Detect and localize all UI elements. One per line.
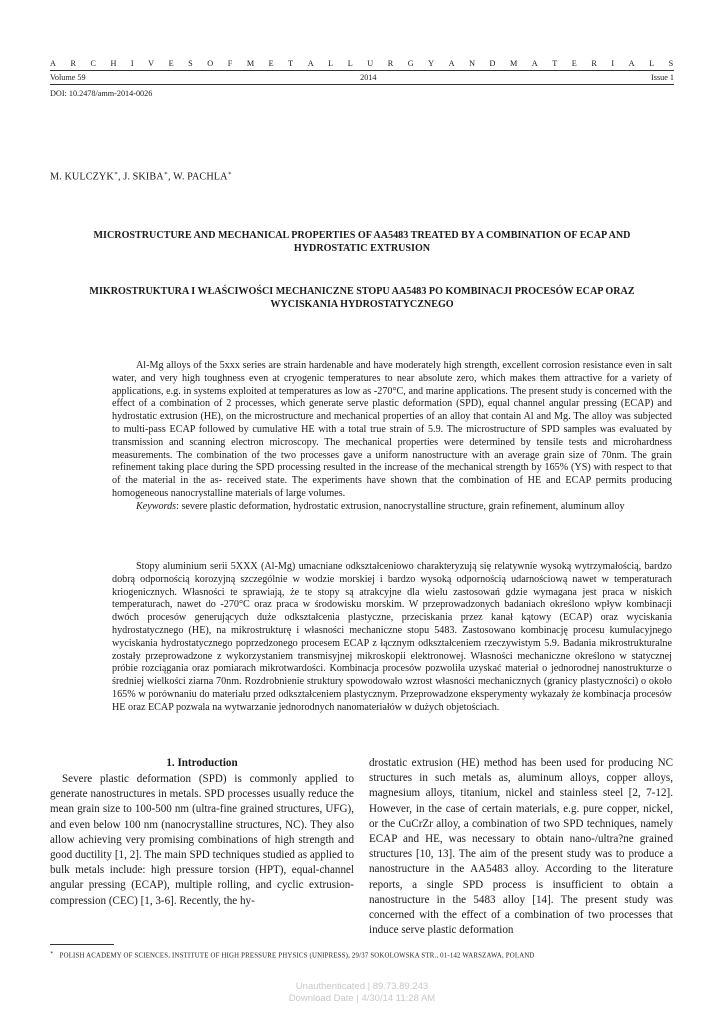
journal-letter: F — [227, 59, 233, 68]
footnote-text: POLISH ACADEMY OF SCIENCES, INSTITUTE OF HIGH PRESSURE PHYSICS (UNIPRESS), 29/37 SOKOLOWSKA STR., 01-142 WARSZAWA, POLAND — [59, 952, 535, 960]
journal-letter: S — [188, 59, 194, 68]
intro-paragraph-right: drostatic extrusion (HE) method has been used for producing NC structures in such metals as, aluminum alloys, copper alloys, magnesium alloys, titanium, nickel and stainless steel [2, 7-12]. However, in the case of certain materials, e.g. pure copper, nickel, or the CuCrZr alloy, a combination of two SPD techniques, namely ECAP and HE, was necessary to obtain nano-/ultra?ne grained structures [10, 13]. The aim of the present study was to produce a nanostructure in the AA5483 alloy. According to the literature reports, a single SPD process is insufficient to obtain a nanostructure in the 5483 alloy [14]. The present study was concerned with the effect of a combination of two processes that induce serve plastic deformation — [369, 757, 673, 937]
journal-letter: A — [307, 59, 315, 68]
journal-letter: H — [110, 59, 117, 68]
title-english-line2: HYDROSTATIC EXTRUSION — [293, 242, 431, 254]
title-polish-line1: MIKROSTRUKTURA I WŁAŚCIWOŚCI MECHANICZNE STOPU AA5483 PO KOMBINACJI PROCESÓW ECAP ORAZ — [89, 286, 635, 297]
affiliation-mark: ∗ — [163, 171, 168, 177]
journal-letter: C — [90, 59, 97, 68]
doi: DOI: 10.2478/amm-2014-0026 — [50, 89, 153, 98]
author-separator: , — [167, 171, 174, 183]
footnote-affiliation — [50, 950, 535, 959]
journal-letter: A — [628, 59, 636, 68]
watermark-download-date: Download Date | 4/30/14 11:28 AM — [288, 993, 436, 1004]
body-column-left — [50, 772, 354, 909]
body-column-right — [369, 756, 673, 938]
abstract-polish — [112, 561, 672, 715]
authors — [50, 170, 232, 182]
author-1: M. KULCZYK — [50, 171, 114, 183]
journal-letter: A — [448, 59, 456, 68]
journal-letter: E — [571, 59, 578, 68]
journal-letter: E — [268, 59, 275, 68]
journal-letter: L — [649, 59, 655, 68]
journal-letter: M — [246, 59, 255, 68]
author-3: W. PACHLA — [173, 171, 228, 183]
journal-letter: R — [70, 59, 77, 68]
intro-paragraph-left: Severe plastic deformation (SPD) is commonly applied to generate nanostructures in metals. SPD processes usually reduce the mean grain size to 100-500 nm (ultra-fine grained structures, UFG), and even below 100 nm (nanocrystalline structures, NC). They also allow achieving very promising combinations of high strength and good ductility [1, 2]. The main SPD techniques studied as applied to bulk metals include: high pressure torsion (HPT), equal-channel angular pressing (ECAP), multiple rolling, and cyclic extrusion-compression (CEC) [1, 3-6]. Recently, the hy- — [50, 773, 354, 907]
section-heading-introduction: 1. Introduction — [166, 757, 238, 769]
abstract-polish-text: Stopy aluminium serii 5XXX (Al-Mg) umacniane odkształceniowo charakteryzują się relatywnie wysoką wytrzymałością, bardzo dobrą odpornością korozyjną szczególnie w wodzie morskiej i bardzo wysoką odpornością udarnościową nawet w temperaturach kriogenicznych. Własności te sprawiają, że te stopy są atrakcyjne dla wielu zastosowań gdzie wymagana jest praca w niskich temperaturach, nawet do -270°C oraz praca w środowisku morskim. W przeprowadzonych badaniach określono wpływ kombinacji dwóch procesów generujących duże odkształcenia plastyczne, przeciskania przez kanał kątowy (ECAP) oraz wyciskania hydrostatycznego (HE), na mikrostrukturę i własności mechaniczne stopu 5483. Zastosowano kombinację procesu kumulacyjnego wyciskania hydrostatycznego poprzedzonego procesem ECAP z łącznym odkształceniem rzeczywistym 5.9. Badania mikrostrukturalne zostały przeprowadzone z wykorzystaniem transmisyjnej mikroskopii elektronowej. Własności mechaniczne określono w statycznej próbie rozciągania oraz pomiarach mikrotwardości. Kombinacja procesów pozwoliła uzyskać materiał o jednorodnej nanostrukturze o średniej wielkości ziarna 70nm. Rozdrobnienie struktury spowodowało wzrost własności mechanicznych (granicy plastyczności) o około 165% w porównaniu do materiału przed odkształceniem plastycznym. Przeprowadzone eksperymenty wykazały że kombinacja procesów HE oraz ECAP pozwala na wytwarzanie jednorodnych nanomateriałów w dużych objetościach. — [112, 561, 672, 713]
journal-letter: N — [469, 59, 476, 68]
journal-letter: A — [531, 59, 539, 68]
abstract — [112, 360, 672, 514]
journal-letter: R — [591, 59, 598, 68]
keywords — [112, 501, 672, 514]
journal-letter: D — [489, 59, 496, 68]
journal-letter: S — [668, 59, 674, 68]
journal-letter: R — [387, 59, 394, 68]
journal-letter: U — [367, 59, 374, 68]
journal-letter: E — [168, 59, 175, 68]
journal-letter: V — [148, 59, 155, 68]
journal-name — [50, 59, 674, 68]
journal-letter: L — [347, 59, 354, 68]
title-english-line1: MICROSTRUCTURE AND MECHANICAL PROPERTIES OF AA5483 TREATED BY A COMBINATION OF ECAP AND — [93, 230, 631, 241]
journal-letter: I — [611, 59, 615, 68]
journal-letter: T — [288, 59, 294, 68]
issue-info-row — [50, 73, 674, 82]
title-polish — [70, 286, 654, 311]
year-label: 2014 — [360, 73, 377, 82]
affiliation-mark: ∗ — [227, 171, 232, 177]
title-english — [70, 230, 654, 255]
journal-letter: G — [407, 59, 415, 68]
footnote-rule — [50, 944, 114, 945]
author-2: J. SKIBA — [123, 171, 164, 183]
volume-label: Volume 59 — [50, 73, 86, 82]
journal-letter: Y — [428, 59, 435, 68]
keywords-label: Keywords — [136, 500, 177, 512]
affiliation-mark: ∗ — [113, 171, 119, 177]
journal-letter: T — [552, 59, 558, 68]
journal-letter: O — [207, 59, 214, 68]
author-separator: , — [118, 171, 124, 183]
journal-letter: A — [50, 59, 57, 68]
watermark-access-info: Unauthenticated | 89.73.89.243 — [295, 981, 429, 992]
abstract-text: Al-Mg alloys of the 5xxx series are strain hardenable and have moderately high strength, excellent corrosion resistance even in salt water, and very high toughness even at cryogenic temperatures to near absolute zero, which makes them attractive for a variety of applications, e.g. in systems exploited at temperatures as low as -270°C, and marine applications. The present study is concerned with the effect of a combination of 2 processes, which generate serve plastic deformation (SPD), equal channel angular pressing (ECAP) and hydrostatic extrusion (HE), on the microstructure and mechanical properties of an alloy that contain Al and Mg. The alloy was subjected to multi-pass ECAP followed by cumulative HE with a total true strain of 5.9. The microstructure of SPD samples was evaluated by transmission and scanning electron microscopy. The mechanical properties were determined by tensile tests and microhardness measurements. The combination of the two processes gave a uniform nanostructure with an average grain size of 70nm. The grain refinement taking place during the SPD processing resulted in the increase of the mechanical strength by 165% (YS) with respect to that of the material in the as- received state. The experiments have shown that the combination of HE and ECAP permits producing homogeneous nanocrystalline materials of large volumes. — [112, 360, 672, 499]
header-rule-bottom — [50, 84, 674, 85]
issue-label: Issue 1 — [651, 73, 674, 82]
header-rule-top — [50, 70, 674, 71]
title-polish-line2: WYCISKANIA HYDROSTATYCZNEGO — [270, 298, 454, 310]
journal-letter: L — [328, 59, 334, 68]
journal-letter: M — [509, 59, 518, 68]
keywords-list: : severe plastic deformation, hydrostatic extrusion, nanocrystalline structure, grain refinement, aluminum alloy — [176, 500, 625, 512]
journal-letter: I — [130, 59, 135, 68]
footnote-mark: ∗ — [50, 951, 54, 956]
